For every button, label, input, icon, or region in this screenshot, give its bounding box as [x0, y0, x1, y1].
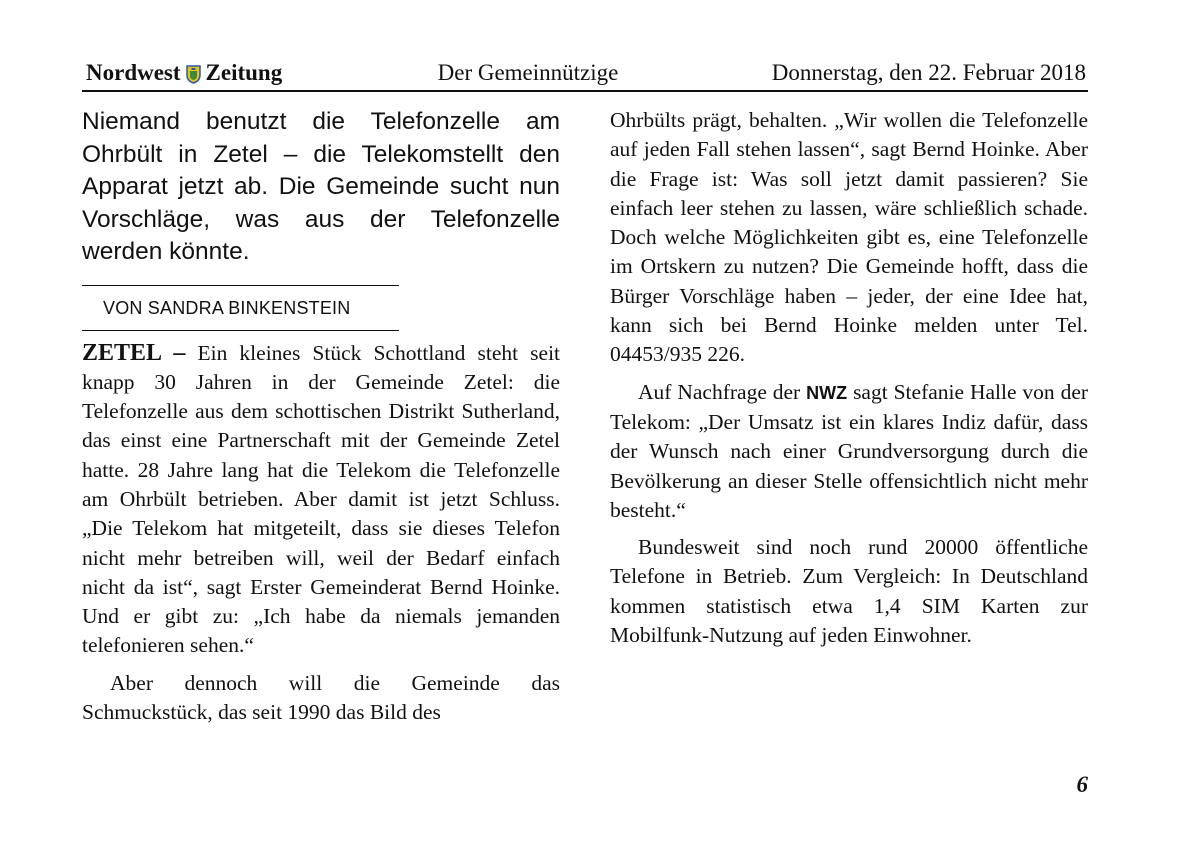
byline-rule-bottom [82, 330, 399, 331]
newspaper-logo [86, 60, 282, 86]
article-body-left [82, 339, 560, 728]
paragraph-2: Aber dennoch will die Gemeinde das Schmuckstück, das seit 1990 das Bild des [82, 670, 560, 725]
paragraph-3-post: sagt Stefanie Halle von der Telekom: „Der Umsatz ist ein klares Indiz dafür, dass der Wunsch nach einer Grundversorgung durch die Bevölkerung an dieser Stelle offensichtlich nicht mehr besteht.“ [610, 379, 1089, 522]
coat-of-arms-icon [186, 65, 201, 84]
issue-date: Donnerstag, den 22. Februar 2018 [771, 60, 1086, 85]
article-body-right [610, 106, 1088, 650]
byline: VON SANDRA BINKENSTEIN [103, 297, 351, 318]
column-left [82, 100, 560, 727]
column-right [610, 100, 1088, 650]
article-lead: Niemand benutzt die Telefonzelle am Ohrbült in Zetel – die Telekomstellt den Apparat jetzt ab. Die Gemeinde sucht nun Vorschläge, was aus der Telefonzelle werden könnte. [82, 108, 560, 265]
section-title: Der Gemeinnützige [437, 60, 619, 85]
dateline: ZETEL – [82, 339, 186, 366]
paragraph-2-continued: Ohrbülts prägt, behalten. „Wir wollen die Telefonzelle auf jeden Fall stehen lassen“, sagt Bernd Hoinke. Aber die Frage ist: Was soll jetzt damit passieren? Sie einfach leer stehen zu lassen, wäre schließlich schade. Doch welche Möglichkeiten gibt es, eine Telefonzelle im Ortskern zu nutzen? Die Gemeinde hofft, dass die Bürger Vorschläge haben – jeder, der eine Idee hat, kann sich bei Bernd Hoinke melden unter Tel. 04453/935 226. [610, 108, 1088, 367]
page-header [82, 56, 1088, 92]
brand-nordwest: Nordwest [86, 60, 181, 85]
paragraph-4: Bundesweit sind noch rund 20000 öffentliche Telefone in Betrieb. Zum Vergleich: In Deutschland kommen statistisch etwa 1,4 SIM Karten zur Mobilfunk-Nutzung auf jeden Einwohner. [610, 535, 1088, 648]
nwz-abbreviation: NWZ [806, 382, 848, 403]
paragraph-1-text: Ein kleines Stück Schottland steht seit knapp 30 Jahren in der Gemeinde Zetel: die Telefonzelle aus dem schottischen Distrikt Sutherland, das einst eine Partnerschaft mit der Gemeinde Zetel hatte. 28 Jahre lang hat die Telekom die Telefonzelle am Ohrbült betrieben. Aber damit ist jetzt Schluss. „Die Telekom hat mitgeteilt, dass sie dieses Telefon nicht mehr betreiben will, weil der Bedarf einfach nicht da ist“, sagt Erster Gemeinderat Bernd Hoinke. Und er gibt zu: „Ich habe da niemals jemanden telefonieren sehen.“ [82, 340, 561, 658]
page-number: 6 [1076, 772, 1088, 797]
paragraph-3-pre: Auf Nachfrage der [638, 379, 801, 404]
paragraph-3 [610, 378, 1088, 525]
brand-zeitung: Zeitung [205, 60, 283, 85]
paragraph-1 [82, 339, 560, 661]
